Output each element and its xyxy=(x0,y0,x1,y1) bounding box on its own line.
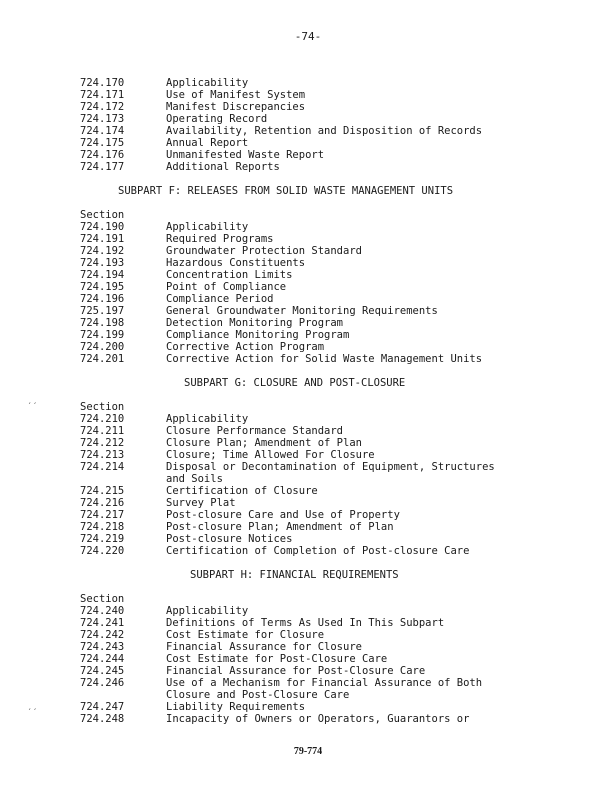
section-number: 724.176 xyxy=(80,149,125,161)
toc-entry xyxy=(80,305,560,317)
toc-entry xyxy=(80,545,560,557)
section-number: 724.217 xyxy=(80,509,125,521)
toc-entry xyxy=(80,161,560,173)
toc-entry xyxy=(80,125,560,137)
toc-entry xyxy=(80,449,560,461)
section-number: 724.240 xyxy=(80,605,125,617)
section-number: 724.190 xyxy=(80,221,125,233)
section-number: 724.218 xyxy=(80,521,125,533)
section-title: Closure Performance Standard xyxy=(166,425,344,437)
toc-entry xyxy=(80,509,560,521)
section-number: 724.193 xyxy=(80,257,125,269)
toc-entry xyxy=(80,641,560,653)
section-title: General Groundwater Monitoring Requirements xyxy=(166,305,438,317)
toc-entry xyxy=(80,497,560,509)
section-title: Unmanifested Waste Report xyxy=(166,149,325,161)
section-number: 724.173 xyxy=(80,113,125,125)
section-title: Availability, Retention and Disposition of Records xyxy=(166,125,483,137)
section-number: 724.245 xyxy=(80,665,125,677)
toc-entry xyxy=(80,713,560,725)
toc-entry xyxy=(80,425,560,437)
section-title: Compliance Period xyxy=(166,293,274,305)
toc-entry xyxy=(80,221,560,233)
section-number: 724.199 xyxy=(80,329,125,341)
toc-entry xyxy=(80,149,560,161)
section-number: 724.210 xyxy=(80,413,125,425)
section-title: Closure Plan; Amendment of Plan xyxy=(166,437,362,449)
section-title: Applicability xyxy=(166,605,249,617)
section-number: 724.246 xyxy=(80,677,125,689)
section-title: Corrective Action for Solid Waste Management Units xyxy=(166,353,483,365)
section-title: Closure; Time Allowed For Closure xyxy=(166,449,375,461)
toc-entry xyxy=(80,617,560,629)
section-title: Required Programs xyxy=(166,233,274,245)
toc-entry xyxy=(80,341,560,353)
toc-entry xyxy=(80,257,560,269)
section-number: 724.171 xyxy=(80,89,125,101)
section-title: Survey Plat xyxy=(166,497,236,509)
section-title: Cost Estimate for Post-Closure Care xyxy=(166,653,388,665)
toc-entry xyxy=(80,137,560,149)
section-title: Operating Record xyxy=(166,113,268,125)
section-title: Hazardous Constituents xyxy=(166,257,306,269)
subpart-f-heading: SUBPART F: RELEASES FROM SOLID WASTE MANAGEMENT UNITS xyxy=(118,185,454,197)
table-of-contents xyxy=(80,77,560,725)
toc-entry xyxy=(80,269,560,281)
section-number: 724.192 xyxy=(80,245,125,257)
section-number: 724.243 xyxy=(80,641,125,653)
section-title: Point of Compliance xyxy=(166,281,287,293)
section-title: Applicability xyxy=(166,221,249,233)
indent-spacer xyxy=(80,473,166,485)
indent-spacer xyxy=(80,689,166,701)
section-number: 724.216 xyxy=(80,497,125,509)
subpart-g-list xyxy=(80,413,560,557)
section-number: 724.196 xyxy=(80,293,125,305)
section-title: Cost Estimate for Closure xyxy=(166,629,325,641)
section-title: Manifest Discrepancies xyxy=(166,101,306,113)
section-number: 724.174 xyxy=(80,125,125,137)
section-title: Certification of Completion of Post-closure Care xyxy=(166,545,470,557)
section-number: 724.177 xyxy=(80,161,125,173)
section-title: Detection Monitoring Program xyxy=(166,317,344,329)
toc-entry xyxy=(80,77,560,89)
section-label: Section xyxy=(80,401,125,413)
section-number: 724.244 xyxy=(80,653,125,665)
toc-entry xyxy=(80,665,560,677)
toc-entry xyxy=(80,629,560,641)
toc-entry xyxy=(80,317,560,329)
section-number: 724.172 xyxy=(80,101,125,113)
section-label: Section xyxy=(80,209,125,221)
toc-entry xyxy=(80,461,560,473)
section-title: Post-closure Plan; Amendment of Plan xyxy=(166,521,394,533)
toc-entry xyxy=(80,677,560,689)
section-title: Corrective Action Program xyxy=(166,341,325,353)
section-label: Section xyxy=(80,593,125,605)
section-title: Disposal or Decontamination of Equipment, Structures xyxy=(166,461,495,473)
section-number: 724.170 xyxy=(80,77,125,89)
section-number: 724.241 xyxy=(80,617,125,629)
section-number: 724.212 xyxy=(80,437,125,449)
section-title: Applicability xyxy=(166,77,249,89)
section-title: Certification of Closure xyxy=(166,485,318,497)
toc-entry xyxy=(80,701,560,713)
section-number: 724.242 xyxy=(80,629,125,641)
section-title: Financial Assurance for Closure xyxy=(166,641,362,653)
section-title: Use of Manifest System xyxy=(166,89,306,101)
toc-entry xyxy=(80,281,560,293)
section-number: 724.220 xyxy=(80,545,125,557)
section-title-continuation: and Soils xyxy=(166,473,223,485)
subpart-h-list xyxy=(80,605,560,725)
toc-entry xyxy=(80,533,560,545)
section-number: 724.215 xyxy=(80,485,125,497)
toc-entry xyxy=(80,437,560,449)
subpart-g-heading: SUBPART G: CLOSURE AND POST-CLOSURE xyxy=(184,377,406,389)
section-title: Compliance Monitoring Program xyxy=(166,329,350,341)
toc-entry xyxy=(80,605,560,617)
section-number: 724.194 xyxy=(80,269,125,281)
section-title: Use of a Mechanism for Financial Assurance of Both xyxy=(166,677,483,689)
section-number: 725.197 xyxy=(80,305,125,317)
toc-entry xyxy=(80,89,560,101)
section-title: Post-closure Notices xyxy=(166,533,293,545)
section-title: Additional Reports xyxy=(166,161,280,173)
page-number: -74- xyxy=(294,30,322,43)
section-title: Groundwater Protection Standard xyxy=(166,245,362,257)
toc-entry xyxy=(80,293,560,305)
toc-entry xyxy=(80,245,560,257)
section-number: 724.175 xyxy=(80,137,125,149)
section-title: Liability Requirements xyxy=(166,701,306,713)
margin-mark: ′′ xyxy=(27,708,38,718)
section-number: 724.211 xyxy=(80,425,125,437)
toc-entry-continuation xyxy=(80,689,560,701)
section-title: Incapacity of Owners or Operators, Guarantors or xyxy=(166,713,470,725)
section-title: Definitions of Terms As Used In This Subpart xyxy=(166,617,445,629)
toc-entry xyxy=(80,653,560,665)
toc-entry xyxy=(80,413,560,425)
section-number: 724.201 xyxy=(80,353,125,365)
section-title: Post-closure Care and Use of Property xyxy=(166,509,400,521)
page-footer: 79-774 xyxy=(293,746,323,757)
section-title: Applicability xyxy=(166,413,249,425)
toc-entry xyxy=(80,329,560,341)
section-title: Annual Report xyxy=(166,137,249,149)
subpart-h-heading: SUBPART H: FINANCIAL REQUIREMENTS xyxy=(190,569,399,581)
section-number: 724.214 xyxy=(80,461,125,473)
toc-entry xyxy=(80,233,560,245)
section-number: 724.247 xyxy=(80,701,125,713)
subpart-e-list xyxy=(80,77,560,173)
toc-entry-continuation xyxy=(80,473,560,485)
toc-entry xyxy=(80,485,560,497)
section-title: Financial Assurance for Post-Closure Care xyxy=(166,665,426,677)
section-number: 724.195 xyxy=(80,281,125,293)
toc-entry xyxy=(80,353,560,365)
section-number: 724.219 xyxy=(80,533,125,545)
section-title-continuation: Closure and Post-Closure Care xyxy=(166,689,350,701)
toc-entry xyxy=(80,101,560,113)
toc-entry xyxy=(80,521,560,533)
section-title: Concentration Limits xyxy=(166,269,293,281)
section-number: 724.213 xyxy=(80,449,125,461)
subpart-f-list xyxy=(80,221,560,365)
section-number: 724.198 xyxy=(80,317,125,329)
section-number: 724.191 xyxy=(80,233,125,245)
section-number: 724.248 xyxy=(80,713,125,725)
margin-mark: ′′ xyxy=(27,402,38,412)
section-number: 724.200 xyxy=(80,341,125,353)
toc-entry xyxy=(80,113,560,125)
